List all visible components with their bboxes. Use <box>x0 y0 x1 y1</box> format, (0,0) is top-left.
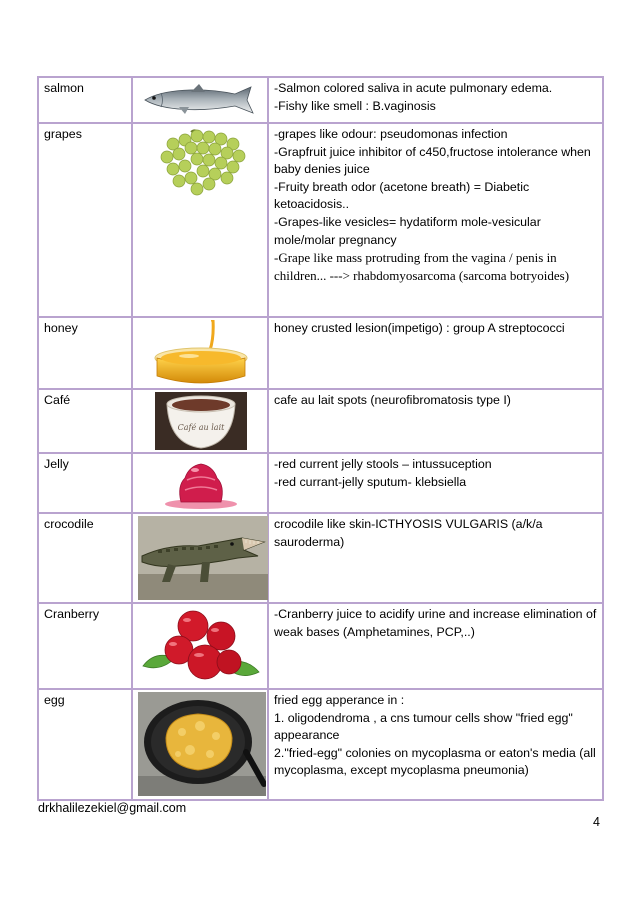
description-line: -red current jelly stools – intussuception <box>274 457 492 471</box>
page-number: 4 <box>593 815 600 829</box>
coffee-cup-icon <box>155 392 247 450</box>
table-row <box>38 689 603 800</box>
table-row <box>38 317 603 389</box>
description-line: -Fishy like smell : B.vaginosis <box>274 98 436 113</box>
table-row <box>38 513 603 603</box>
description-line: 2."fried-egg" colonies on mycoplasma or eaton's media (all mycoplasma, except mycoplasma pneumonia) <box>274 745 596 778</box>
food-image-cell <box>132 453 268 513</box>
description-line: -Grapfruit juice inhibitor of c450,fructose intolerance when baby denies juice <box>274 144 591 177</box>
description-line: -Grapes-like vesicles= hydatiform mole-vesicular mole/molar pregnancy <box>274 214 541 247</box>
food-name-cell: egg <box>38 689 132 800</box>
description-cell <box>268 603 603 689</box>
fried-egg-pan-icon <box>138 692 266 796</box>
food-name-cell: salmon <box>38 77 132 123</box>
cranberry-icon <box>141 606 261 686</box>
description-cell <box>268 317 603 389</box>
food-image-cell <box>132 513 268 603</box>
food-image-cell <box>132 389 268 453</box>
crocodile-icon <box>138 516 268 600</box>
description-line: -Fruity breath odor (acetone breath) = Diabetic ketoacidosis.. <box>274 179 530 212</box>
food-name-cell: Jelly <box>38 453 132 513</box>
green-grapes-icon <box>151 126 251 198</box>
footer-email: drkhalilezekiel@gmail.com <box>38 801 187 815</box>
food-name-cell: Café <box>38 389 132 453</box>
food-sign-table <box>37 76 604 801</box>
description-cell <box>268 689 603 800</box>
cup-label-text: Café au lait <box>177 423 224 432</box>
red-jelly-icon <box>161 456 241 510</box>
description-line: -Grape like mass protruding from the vagina / penis in children... ---> rhabdomyosarcoma (sarcoma botryoides) <box>274 250 570 283</box>
food-image-cell <box>132 603 268 689</box>
description-cell <box>268 123 603 317</box>
food-image-cell <box>132 689 268 800</box>
food-name-cell: grapes <box>38 123 132 317</box>
food-image-cell <box>132 77 268 123</box>
description-line: 1. oligodendroma , a cns tumour cells show "fried egg" appearance <box>274 710 573 743</box>
food-image-cell <box>132 123 268 317</box>
table-row <box>38 453 603 513</box>
food-name-cell: crocodile <box>38 513 132 603</box>
description-cell <box>268 389 603 453</box>
description-line: fried egg apperance in : <box>274 693 405 707</box>
food-image-cell <box>132 317 268 389</box>
description-line: -Cranberry juice to acidify urine and increase elimination of weak bases (Amphetamines, PCP,..) <box>274 607 597 639</box>
table-row <box>38 123 603 317</box>
description-line: honey crusted lesion(impetigo) : group A streptococci <box>274 321 565 335</box>
table-row <box>38 603 603 689</box>
description-line: -red currant-jelly sputum- klebsiella <box>274 474 467 489</box>
food-name-cell: honey <box>38 317 132 389</box>
table-row <box>38 77 603 123</box>
description-line: crocodile like skin-ICTHYOSIS VULGARIS (a/k/a sauroderma) <box>274 517 543 549</box>
description-cell <box>268 77 603 123</box>
table-row <box>38 389 603 453</box>
food-name-cell: Cranberry <box>38 603 132 689</box>
salmon-fish-icon <box>139 80 263 120</box>
description-line: -Salmon colored saliva in acute pulmonary edema. <box>274 81 553 95</box>
description-cell <box>268 453 603 513</box>
description-cell <box>268 513 603 603</box>
description-line: cafe au lait spots (neurofibromatosis type I) <box>274 393 511 407</box>
description-line: -grapes like odour: pseudomonas infection <box>274 127 508 141</box>
honey-jar-icon <box>153 320 249 386</box>
